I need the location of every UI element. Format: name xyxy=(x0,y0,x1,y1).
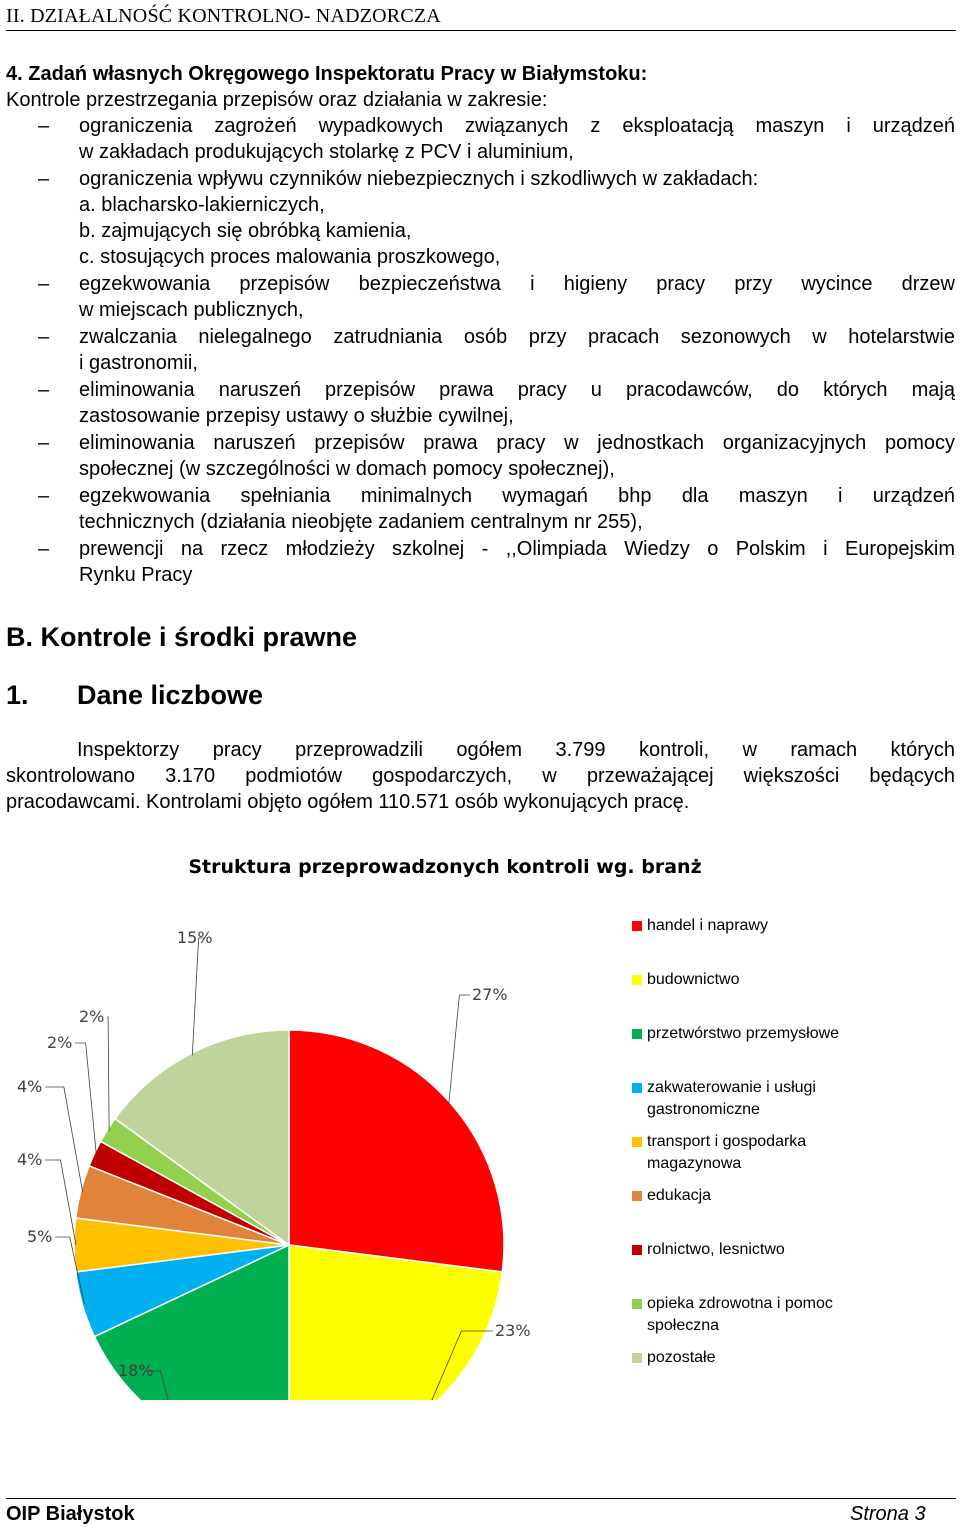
pie-slice xyxy=(289,1245,502,1400)
list-item-1-line1: ograniczenia zagrożeń wypadkowych związanych z eksploatacją maszyn i urządzeń xyxy=(79,115,955,137)
list-dash: – xyxy=(38,168,50,190)
chart-title: Struktura przeprowadzonych kontroli wg. branż xyxy=(188,856,702,878)
data-label: 5% xyxy=(27,1227,53,1246)
list-item-5-line1: eliminowania naruszeń przepisów prawa pracy u pracodawców, do których mają xyxy=(79,379,955,401)
leader-line xyxy=(75,1043,96,1154)
list-item-8-line1: prewencji na rzecz młodzieży szkolnej - ,,Olimpiada Wiedzy o Polskim i Europejskim xyxy=(79,538,955,560)
section4-title: 4. Zadań własnych Okręgowego Inspektoratu Pracy w Białymstoku: xyxy=(6,63,648,85)
list-item-3-line2: w miejscach publicznych, xyxy=(79,299,304,321)
pie-slice xyxy=(289,1030,504,1272)
leader-line xyxy=(449,995,470,1104)
legend-label: opieka zdrowotna i pomoc społeczna xyxy=(647,1295,833,1334)
list-dash: – xyxy=(38,379,50,401)
legend-swatch xyxy=(632,1137,642,1147)
legend-label: rolnictwo, lesnictwo xyxy=(647,1241,785,1258)
section-1-heading: Dane liczbowe xyxy=(77,680,264,710)
list-item-8-line2: Rynku Pracy xyxy=(79,564,193,586)
list-dash: – xyxy=(38,485,50,507)
legend-swatch xyxy=(632,1245,642,1255)
legend-swatch xyxy=(632,1083,642,1093)
list-item-4-line2: i gastronomii, xyxy=(79,352,198,374)
paragraph-line-2: skontrolowano 3.170 podmiotów gospodarczych, w przeważającej większości będących xyxy=(6,765,955,787)
section4-intro: Kontrole przestrzegania przepisów oraz działania w zakresie: xyxy=(6,89,548,111)
legend-swatch xyxy=(632,1029,642,1039)
leader-line xyxy=(107,1017,109,1131)
footer-rule xyxy=(6,1498,956,1499)
list-dash: – xyxy=(38,326,50,348)
footer-office: OIP Białystok xyxy=(6,1503,135,1525)
list-item-2-sub-b: b. zajmujących się obróbką kamienia, xyxy=(79,220,412,242)
list-item-6-line2: społecznej (w szczególności w domach pomocy społecznej), xyxy=(79,458,615,480)
data-label: 27% xyxy=(472,985,508,1004)
legend-swatch xyxy=(632,1353,642,1363)
list-item-2-sub-c: c. stosujących proces malowania proszkowego, xyxy=(79,246,501,268)
list-item-2-line1: ograniczenia wpływu czynników niebezpiecznych i szkodliwych w zakładach: xyxy=(79,168,759,190)
list-item-5-line2: zastosowanie przepisy ustawy o służbie cywilnej, xyxy=(79,405,514,427)
data-label: 15% xyxy=(177,928,213,947)
paragraph-line-3: pracodawcami. Kontrolami objęto ogółem 110.571 osób wykonujących pracę. xyxy=(6,791,690,813)
pie-chart xyxy=(0,900,620,1400)
legend-swatch xyxy=(632,975,642,985)
list-dash: – xyxy=(38,273,50,295)
leader-line xyxy=(192,938,205,1055)
data-label: 23% xyxy=(495,1321,531,1340)
list-item-4-line1: zwalczania nielegalnego zatrudniania osób przy pracach sezonowych w hotelarstwie xyxy=(79,326,955,348)
legend-label: transport i gospodarka magazynowa xyxy=(647,1133,807,1172)
running-header: II. DZIAŁALNOŚĆ KONTROLNO- NADZORCZA xyxy=(6,2,956,31)
footer-page-number: Strona 3 xyxy=(850,1503,926,1525)
section-b-heading: B. Kontrole i środki prawne xyxy=(6,622,358,652)
data-label: 2% xyxy=(47,1033,73,1052)
data-label: 4% xyxy=(17,1077,43,1096)
legend-label: zakwaterowanie i usługi gastronomiczne xyxy=(647,1079,816,1118)
list-dash: – xyxy=(38,115,50,137)
list-item-2-sub-a: a. blacharsko-lakierniczych, xyxy=(79,194,325,216)
section-1-number: 1. xyxy=(6,680,29,710)
list-dash: – xyxy=(38,432,50,454)
legend-label: edukacja xyxy=(647,1187,712,1204)
legend-swatch xyxy=(632,921,642,931)
legend-swatch xyxy=(632,1191,642,1201)
list-item-6-line1: eliminowania naruszeń przepisów prawa pracy w jednostkach organizacyjnych pomocy xyxy=(79,432,955,454)
legend-label: pozostałe xyxy=(647,1349,716,1366)
data-label: 18% xyxy=(118,1361,154,1380)
list-item-1-line2: w zakładach produkujących stolarkę z PCV i aluminium, xyxy=(79,141,574,163)
list-dash: – xyxy=(38,538,50,560)
data-label: 2% xyxy=(79,1007,105,1026)
legend-label: budownictwo xyxy=(647,971,740,988)
data-label: 4% xyxy=(17,1150,43,1169)
legend-label: handel i naprawy xyxy=(647,917,768,934)
paragraph-line-1: Inspektorzy pracy przeprowadzili ogółem 3.799 kontroli, w ramach których xyxy=(77,739,955,761)
list-item-7-line1: egzekwowania spełniania minimalnych wymagań bhp dla maszyn i urządzeń xyxy=(79,485,955,507)
list-item-7-line2: technicznych (działania nieobjęte zadaniem centralnym nr 255), xyxy=(79,511,643,533)
legend-label: przetwórstwo przemysłowe xyxy=(647,1025,840,1042)
legend-swatch xyxy=(632,1299,642,1309)
list-item-3-line1: egzekwowania przepisów bezpieczeństwa i higieny pracy przy wycince drzew xyxy=(79,273,955,295)
